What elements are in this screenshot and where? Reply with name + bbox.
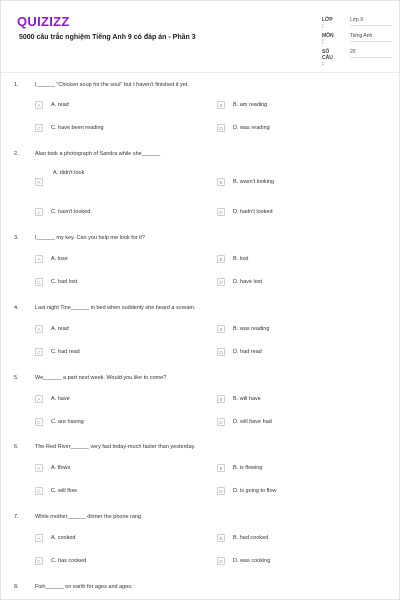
option-text: C. has cooked bbox=[51, 558, 87, 564]
meta-value: Tiếng Anh bbox=[350, 33, 392, 42]
option-key-box[interactable]: C bbox=[35, 348, 43, 356]
question-text: I______ "Chicken soup for the soul" but I haven't finished it yet. bbox=[35, 82, 189, 88]
option-key-box[interactable]: B bbox=[217, 255, 225, 263]
option-key-box[interactable]: C bbox=[35, 124, 43, 132]
option-text: B. am reading bbox=[233, 102, 268, 108]
meta-label: SỐ CÂU : bbox=[322, 49, 333, 67]
option-text: D. will have had bbox=[233, 419, 272, 425]
option-text: D. hadn't looked bbox=[233, 209, 273, 215]
question-text: Alan took a photograph of Sandra while she______ bbox=[35, 151, 161, 157]
option-key-box[interactable]: D bbox=[217, 418, 225, 426]
option-key-box[interactable]: C bbox=[35, 557, 43, 565]
meta-box bbox=[314, 11, 391, 66]
option-key-box[interactable]: C bbox=[35, 208, 43, 216]
question-text: I______ my key. Can you help me look for it? bbox=[35, 235, 145, 241]
option-key-box[interactable]: B bbox=[217, 178, 225, 186]
option-key-box[interactable]: B bbox=[217, 534, 225, 542]
question-number: 8. bbox=[14, 584, 19, 590]
question-number: 3. bbox=[14, 235, 19, 241]
option-key-box[interactable]: D bbox=[217, 208, 225, 216]
option-key-box[interactable]: A bbox=[35, 255, 43, 263]
option-text: B. had cooked bbox=[233, 535, 269, 541]
option-text: C. are having bbox=[51, 419, 84, 425]
option-text: A. cooked bbox=[51, 535, 76, 541]
option-text: C. had lost bbox=[51, 279, 78, 285]
question-text: Last night Tine______ in bed when suddenly she heard a scream. bbox=[35, 305, 196, 311]
option-key-box[interactable]: D bbox=[217, 487, 225, 495]
question-number: 2. bbox=[14, 151, 19, 157]
meta-value: 20 bbox=[350, 49, 392, 58]
option-key-box[interactable]: A bbox=[35, 178, 43, 186]
question-text: The Red River______ very fast today-much faster than yesterday. bbox=[35, 444, 196, 450]
question-number: 4. bbox=[14, 305, 19, 311]
option-key-box[interactable]: B bbox=[217, 464, 225, 472]
option-text: A. read bbox=[51, 102, 69, 108]
option-key-box[interactable]: A bbox=[35, 464, 43, 472]
option-text: A. didn't look bbox=[53, 170, 85, 176]
option-key-box[interactable]: B bbox=[217, 325, 225, 333]
option-key-box[interactable]: A bbox=[35, 534, 43, 542]
option-text: D. had read bbox=[233, 349, 262, 355]
question-text: Fish______ on earth for ages and ages. bbox=[35, 584, 133, 590]
worksheet-header bbox=[11, 11, 391, 66]
option-key-box[interactable]: A bbox=[35, 101, 43, 109]
option-text: A. lose bbox=[51, 256, 68, 262]
option-text: C. had read bbox=[51, 349, 80, 355]
question-number: 6. bbox=[14, 444, 19, 450]
quizizz-logo[interactable]: QUIZIZZ bbox=[17, 14, 70, 29]
option-text: D. is going to flow bbox=[233, 488, 277, 494]
option-text: B. wasn't looking bbox=[233, 179, 275, 185]
option-text: A. flows bbox=[51, 465, 71, 471]
meta-label: MÔN : bbox=[322, 33, 334, 45]
option-text: D. was reading bbox=[233, 125, 270, 131]
option-key-box[interactable]: D bbox=[217, 124, 225, 132]
header-divider bbox=[1, 72, 400, 73]
question-text: We______ a part next week. Would you like to come? bbox=[35, 375, 167, 381]
option-text: A. read bbox=[51, 326, 69, 332]
option-key-box[interactable]: A bbox=[35, 325, 43, 333]
option-text: B. lost bbox=[233, 256, 249, 262]
option-key-box[interactable]: C bbox=[35, 418, 43, 426]
meta-label: LỚP : bbox=[322, 17, 333, 29]
document-title: 5000 câu trắc nghiệm Tiếng Anh 9 có đáp án - Phần 3 bbox=[19, 34, 196, 41]
question-number: 1. bbox=[14, 82, 19, 88]
option-key-box[interactable]: D bbox=[217, 278, 225, 286]
question-number: 5. bbox=[14, 375, 19, 381]
option-text: D. was cooking bbox=[233, 558, 271, 564]
option-key-box[interactable]: D bbox=[217, 557, 225, 565]
option-text: C. will flow bbox=[51, 488, 77, 494]
meta-value: Lớp 9 bbox=[350, 17, 392, 26]
option-key-box[interactable]: B bbox=[217, 395, 225, 403]
option-text: D. have lost bbox=[233, 279, 263, 285]
option-text: C. hasn't looked bbox=[51, 209, 91, 215]
question-text: While mother______ dinner the phone rang. bbox=[35, 514, 143, 520]
option-key-box[interactable]: C bbox=[35, 487, 43, 495]
option-key-box[interactable]: C bbox=[35, 278, 43, 286]
option-text: B. will have bbox=[233, 396, 261, 402]
option-text: B. is flowing bbox=[233, 465, 263, 471]
option-text: C. have been reading bbox=[51, 125, 104, 131]
option-text: A. have bbox=[51, 396, 70, 402]
question-number: 7. bbox=[14, 514, 19, 520]
option-key-box[interactable]: A bbox=[35, 395, 43, 403]
option-key-box[interactable]: B bbox=[217, 101, 225, 109]
option-key-box[interactable]: D bbox=[217, 348, 225, 356]
option-text: B. was reading bbox=[233, 326, 270, 332]
